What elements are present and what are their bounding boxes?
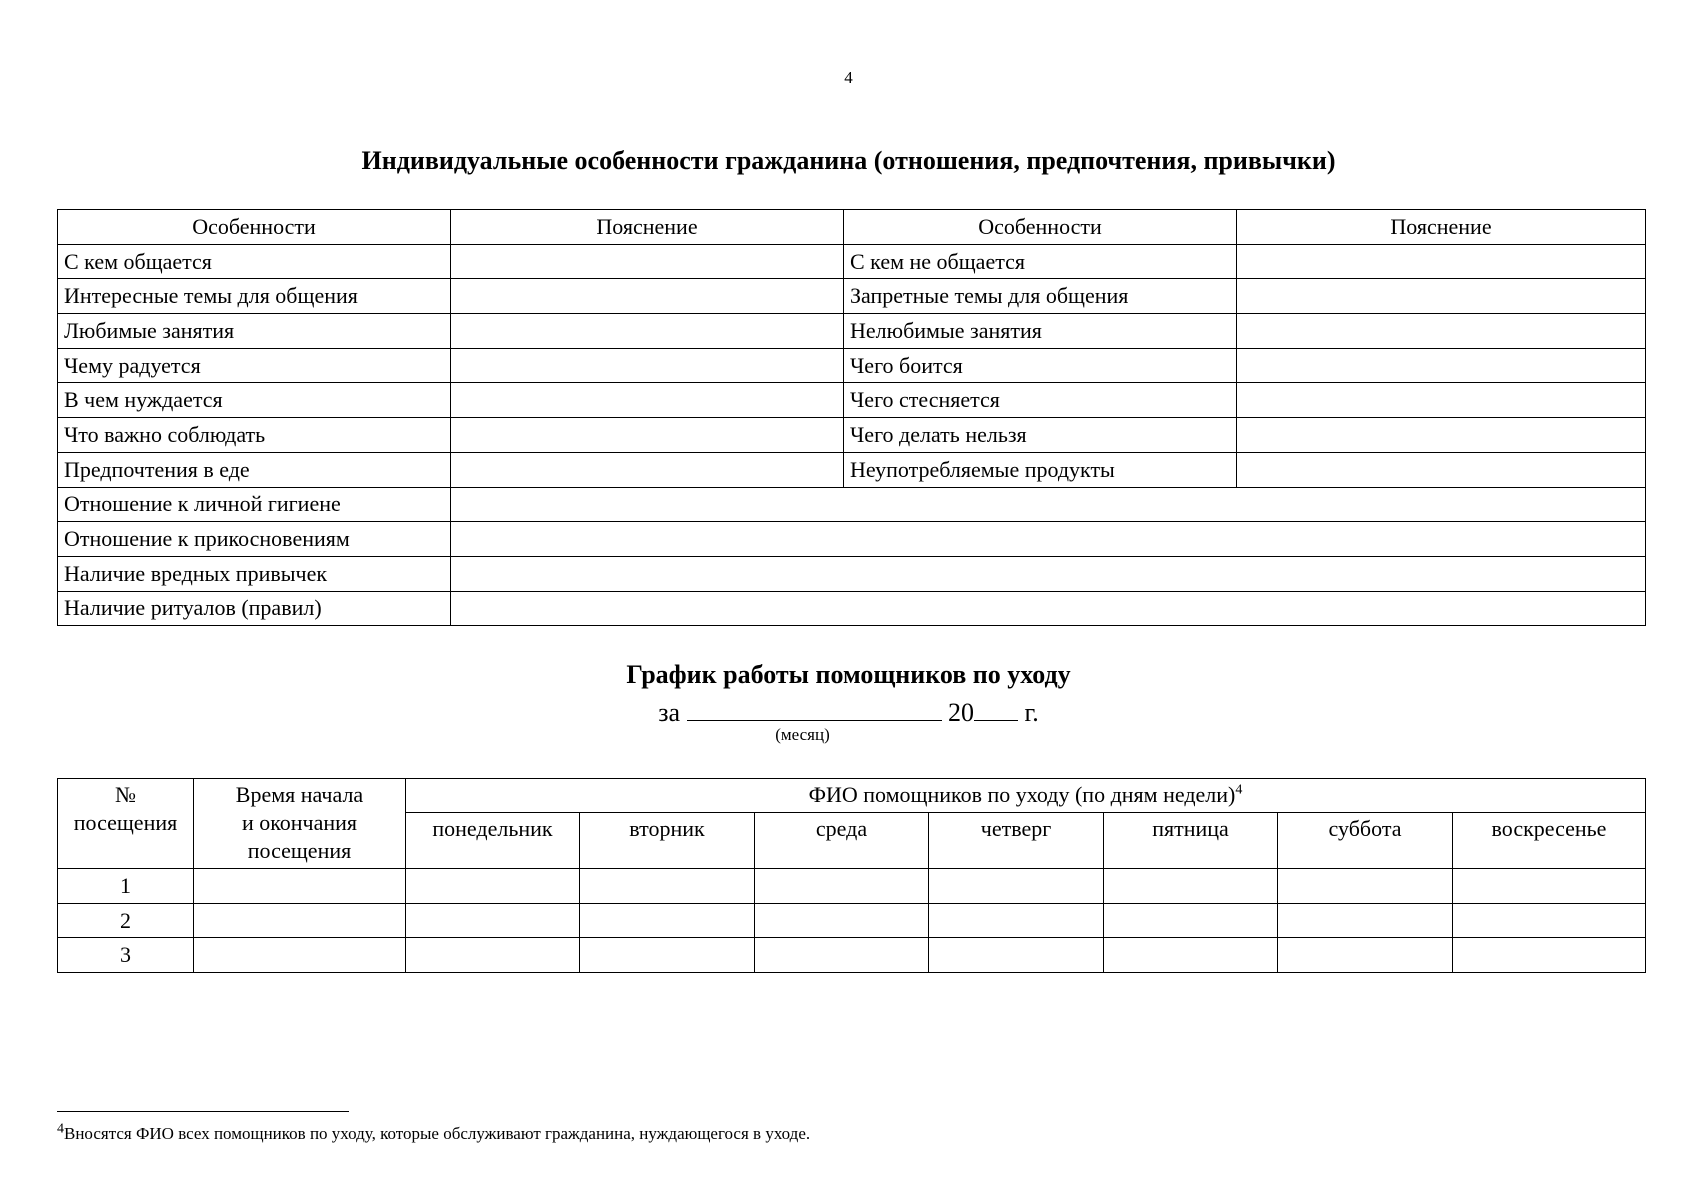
visit-number: 1 <box>58 869 194 904</box>
explanation-cell[interactable] <box>451 383 844 418</box>
period-line <box>0 694 1697 728</box>
table-row <box>58 418 1646 453</box>
header-day-friday: пятница <box>1104 813 1278 869</box>
explanation-cell[interactable] <box>451 314 844 349</box>
table-row <box>58 556 1646 591</box>
assistant-cell[interactable] <box>1278 938 1453 973</box>
feature-label: Нелюбимые занятия <box>844 314 1237 349</box>
header-day-monday: понедельник <box>406 813 580 869</box>
feature-label: С кем общается <box>58 244 451 279</box>
header-features-left: Особенности <box>58 210 451 245</box>
assistant-cell[interactable] <box>1278 903 1453 938</box>
assistant-cell[interactable] <box>406 869 580 904</box>
assistant-cell[interactable] <box>1453 903 1646 938</box>
header-day-saturday: суббота <box>1278 813 1453 869</box>
period-prefix: за <box>658 698 681 727</box>
footnote-text: Вносятся ФИО всех помощников по уходу, которые обслуживают гражданина, нуждающегося в уходе. <box>64 1124 811 1143</box>
feature-label: Отношение к прикосновениям <box>58 522 451 557</box>
month-caption: (месяц) <box>775 725 830 744</box>
assistant-cell[interactable] <box>1278 869 1453 904</box>
feature-label: Наличие ритуалов (правил) <box>58 591 451 626</box>
assistant-cell[interactable] <box>406 938 580 973</box>
month-blank-field[interactable] <box>687 694 942 721</box>
table-row <box>58 314 1646 349</box>
explanation-cell-wide[interactable] <box>451 556 1646 591</box>
header-assistants-group-label: ФИО помощников по уходу (по дням недели) <box>808 782 1236 807</box>
explanation-cell[interactable] <box>1237 244 1646 279</box>
header-visit-time <box>194 779 406 869</box>
assistant-cell[interactable] <box>1104 869 1278 904</box>
assistant-cell[interactable] <box>580 903 755 938</box>
footnote-divider <box>57 1111 349 1112</box>
feature-label: Чего стесняется <box>844 383 1237 418</box>
header-visit-number-line1: № <box>115 782 136 807</box>
feature-label: Наличие вредных привычек <box>58 556 451 591</box>
explanation-cell[interactable] <box>1237 418 1646 453</box>
feature-label: Запретные темы для общения <box>844 279 1237 314</box>
schedule-table <box>57 778 1646 973</box>
table-row <box>58 383 1646 418</box>
features-table <box>57 209 1646 626</box>
feature-label: Предпочтения в еде <box>58 452 451 487</box>
table-row <box>58 903 1646 938</box>
assistant-cell[interactable] <box>755 869 929 904</box>
assistant-cell[interactable] <box>929 903 1104 938</box>
assistant-cell[interactable] <box>929 869 1104 904</box>
assistant-cell[interactable] <box>1104 903 1278 938</box>
period-year-prefix: 20 <box>948 698 975 727</box>
feature-label: Чего делать нельзя <box>844 418 1237 453</box>
header-explanation-left: Пояснение <box>451 210 844 245</box>
assistant-cell[interactable] <box>580 938 755 973</box>
explanation-cell-wide[interactable] <box>451 522 1646 557</box>
table-row <box>58 938 1646 973</box>
feature-label: Отношение к личной гигиене <box>58 487 451 522</box>
header-visit-time-line3: посещения <box>247 838 352 863</box>
visit-number: 2 <box>58 903 194 938</box>
feature-label: Интересные темы для общения <box>58 279 451 314</box>
footnote-reference: 4 <box>1235 782 1243 798</box>
header-day-thursday: четверг <box>929 813 1104 869</box>
feature-label: Любимые занятия <box>58 314 451 349</box>
header-visit-time-line1: Время начала <box>235 782 364 807</box>
assistant-cell[interactable] <box>755 903 929 938</box>
schedule-title: График работы помощников по уходу <box>626 660 1071 689</box>
assistant-cell[interactable] <box>929 938 1104 973</box>
visit-number: 3 <box>58 938 194 973</box>
header-day-wednesday: среда <box>755 813 929 869</box>
feature-label: Неупотребляемые продукты <box>844 452 1237 487</box>
header-day-tuesday: вторник <box>580 813 755 869</box>
table-row <box>58 348 1646 383</box>
explanation-cell[interactable] <box>451 244 844 279</box>
assistant-cell[interactable] <box>1453 869 1646 904</box>
explanation-cell[interactable] <box>1237 314 1646 349</box>
table-row <box>58 244 1646 279</box>
schedule-header-row-1 <box>58 779 1646 813</box>
header-explanation-right: Пояснение <box>1237 210 1646 245</box>
header-visit-number <box>58 779 194 869</box>
page-number: 4 <box>844 68 853 87</box>
assistant-cell[interactable] <box>406 903 580 938</box>
visit-time-cell[interactable] <box>194 938 406 973</box>
footnote <box>57 1121 811 1144</box>
explanation-cell-wide[interactable] <box>451 591 1646 626</box>
feature-label: С кем не общается <box>844 244 1237 279</box>
table-row <box>58 591 1646 626</box>
explanation-cell[interactable] <box>451 418 844 453</box>
header-day-sunday: воскресенье <box>1453 813 1646 869</box>
explanation-cell[interactable] <box>451 279 844 314</box>
header-assistants-group <box>406 779 1646 813</box>
features-title: Индивидуальные особенности гражданина (отношения, предпочтения, привычки) <box>361 146 1336 175</box>
explanation-cell[interactable] <box>1237 383 1646 418</box>
explanation-cell[interactable] <box>451 452 844 487</box>
feature-label: Чему радуется <box>58 348 451 383</box>
table-row <box>58 279 1646 314</box>
header-visit-time-line2: и окончания <box>241 810 358 835</box>
features-header-row <box>58 210 1646 245</box>
header-visit-number-line2: посещения <box>73 810 178 835</box>
feature-label: Что важно соблюдать <box>58 418 451 453</box>
assistant-cell[interactable] <box>1104 938 1278 973</box>
header-features-right: Особенности <box>844 210 1237 245</box>
footnote-mark: 4 <box>57 1121 64 1137</box>
period-suffix: г. <box>1024 698 1039 727</box>
visit-time-cell[interactable] <box>194 903 406 938</box>
explanation-cell[interactable] <box>1237 279 1646 314</box>
feature-label: Чего боится <box>844 348 1237 383</box>
assistant-cell[interactable] <box>1453 938 1646 973</box>
table-row <box>58 452 1646 487</box>
explanation-cell[interactable] <box>451 348 844 383</box>
explanation-cell[interactable] <box>1237 452 1646 487</box>
table-row <box>58 487 1646 522</box>
assistant-cell[interactable] <box>755 938 929 973</box>
visit-time-cell[interactable] <box>194 869 406 904</box>
assistant-cell[interactable] <box>580 869 755 904</box>
table-row <box>58 522 1646 557</box>
feature-label: В чем нуждается <box>58 383 451 418</box>
year-blank-field[interactable] <box>974 694 1018 721</box>
explanation-cell[interactable] <box>1237 348 1646 383</box>
table-row <box>58 869 1646 904</box>
explanation-cell-wide[interactable] <box>451 487 1646 522</box>
